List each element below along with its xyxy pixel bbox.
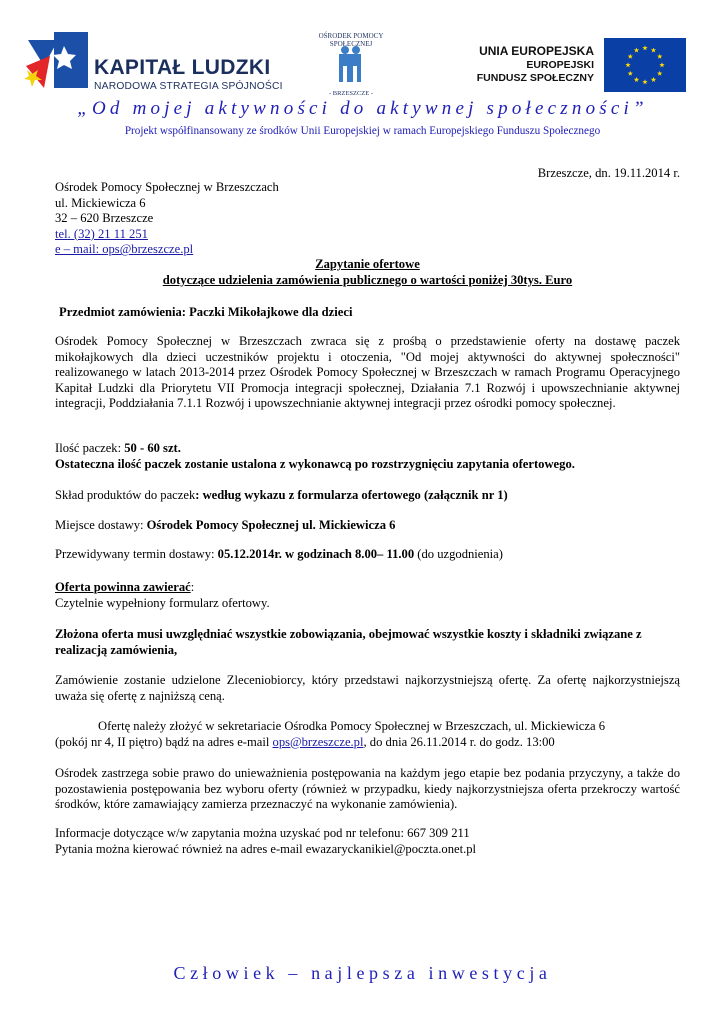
submission-email-link[interactable]: ops@brzeszcze.pl — [272, 734, 364, 749]
eu-title: UNIA EUROPEJSKA — [479, 44, 594, 58]
title-line2: dotyczące udzielenia zamówienia publicznego o wartości poniżej 30tys. Euro — [162, 272, 573, 287]
delivery-date-label: Przewidywany termin dostawy: — [55, 547, 218, 561]
info-line2: Pytania można kierować również na adres e-mail ewazaryckanikiel@poczta.onet.pl — [55, 841, 477, 856]
reservation-paragraph: Ośrodek zastrzega sobie prawo do unieważnienia postępowania na każdym jego etapie bez podania przyczyny, a także do pozostawienia postępowania bez wyboru oferty (również w przypadku, kiedy najkorzystniejsza oferta przekroczy wartość środków, które zamawiający zamierza przeznaczyć na wykonanie zamówienia). — [55, 766, 680, 812]
date-line: Brzeszcze, dn. 19.11.2014 r. — [537, 166, 680, 180]
eu-line3: FUNDUSZ SPOŁECZNY — [476, 72, 594, 84]
sender-email-link[interactable]: e – mail: ops@brzeszcze.pl — [55, 242, 194, 257]
document-title — [55, 257, 680, 288]
submission-after: , do dnia 26.11.2014 r. do godz. 13:00 — [363, 734, 555, 749]
submission-line1: Ofertę należy złożyć w sekretariacie Ośrodka Pomocy Społecznej w Brzeszczach, ul. Mickiewicza 6 — [98, 719, 606, 733]
ops-logo — [305, 24, 397, 104]
quantity-label: Ilość paczek: — [55, 441, 125, 455]
submission-before: (pokój nr 4, II piętro) bądź na adres e-mail — [55, 734, 273, 749]
offer-requirements-text: Złożona oferta musi uwzględniać wszystkie zobowiązania, obejmować wszystkie koszty i składniki związane z realizacją zamówienia, — [55, 627, 642, 657]
submission-block — [55, 719, 695, 750]
quantity-block — [55, 441, 680, 472]
eu-logo — [470, 38, 690, 94]
sender-city: 32 – 620 Brzeszcze — [55, 211, 154, 226]
quantity-value: 50 - 60 szt. — [124, 441, 181, 455]
eu-line2: EUROPEJSKI — [526, 59, 594, 71]
sender-name: Ośrodek Pomocy Społecznej w Brzeszczach — [55, 180, 279, 194]
subject-text: Przedmiot zamówienia: Paczki Mikołajkowe dla dzieci — [59, 305, 353, 319]
delivery-place-line — [55, 518, 395, 534]
delivery-date-value: 05.12.2014r. w godzinach 8.00– 11.00 — [217, 547, 415, 561]
eu-flag-icon — [604, 38, 686, 92]
composition-value: : według wykazu z formularza ofertowego (załącznik nr 1) — [195, 488, 508, 502]
subject — [59, 305, 352, 321]
offer-contents-block — [55, 580, 680, 611]
info-line1: Informacje dotyczące w/w zapytania można uzyskać pod nr telefonu: 667 309 211 — [55, 826, 470, 840]
footer-slogan: Człowiek – najlepsza inwestycja — [173, 963, 552, 983]
offer-requirements — [55, 627, 685, 658]
sender-phone-link[interactable]: tel. (32) 21 11 251 — [55, 226, 148, 241]
delivery-place-label: Miejsce dostawy: — [55, 518, 147, 532]
title-line1: Zapytanie ofertowe — [315, 257, 420, 271]
delivery-date-note: (do uzgodnienia) — [414, 547, 503, 561]
offer-contents-label: Oferta powinna zawierać — [55, 580, 191, 594]
project-subtitle: Projekt współfinansowany ze środków Unii Europejskiej w ramach Europejskiego Funduszu Społecznego — [124, 125, 601, 137]
ops-logo-bottom-text: - BRZESZCZE - — [328, 90, 374, 97]
delivery-place-value: Ośrodek Pomocy Społecznej ul. Mickiewicza 6 — [146, 518, 396, 532]
ops-logo-top-text: OŚRODEK POMOCY SPOŁECZNEJ — [318, 32, 384, 48]
intro-paragraph: Ośrodek Pomocy Społecznej w Brzeszczach zwraca się z prośbą o przedstawienie oferty na dostawę paczek mikołajkowych dla dzieci uczestników projektu i otoczenia, "Od mojej aktywności do aktywnej społeczności" realizowanego w latach 2013-2014 przez Ośrodek Pomocy Społecznej w Brzeszczach w ramach Programu Operacyjnego Kapitał Ludzki dla Priorytetu VII Promocja integracji społecznej, Działania 7.1 Rozwój i upowszechnianie aktywnej integracji, Poddziałania 7.1.1 Rozwój i upowszechnianie aktywnej integracji przez ośrodki pomocy społecznej. — [55, 334, 680, 411]
composition-label: Skład produktów do paczek — [55, 488, 196, 502]
offer-contents-item: Czytelnie wypełniony formularz ofertowy. — [55, 595, 270, 610]
composition-line — [55, 488, 508, 504]
kapital-ludzki-logo — [24, 26, 294, 96]
award-paragraph: Zamówienie zostanie udzielone Zleceniobiorcy, który przedstawi najkorzystniejszą ofertę. Za ofertę najkorzystniejszą uważa się ofertę z najniższą ceną. — [55, 673, 680, 703]
kapital-ludzki-title: KAPITAŁ LUDZKI — [94, 56, 271, 79]
info-block — [55, 826, 695, 857]
sender-street: ul. Mickiewicza 6 — [55, 195, 146, 210]
kapital-ludzki-emblem-icon — [24, 26, 92, 94]
delivery-date-line — [55, 547, 503, 563]
quantity-note: Ostateczna ilość paczek zostanie ustalona z wykonawcą po rozstrzygnięciu zapytania ofertowego. — [55, 456, 575, 471]
kapital-ludzki-subtitle: NARODOWA STRATEGIA SPÓJNOŚCI — [94, 81, 283, 92]
offer-contents-colon: : — [190, 580, 195, 594]
sender-block — [55, 180, 455, 258]
project-title: „Od mojej aktywności do aktywnej społeczności” — [77, 98, 648, 119]
